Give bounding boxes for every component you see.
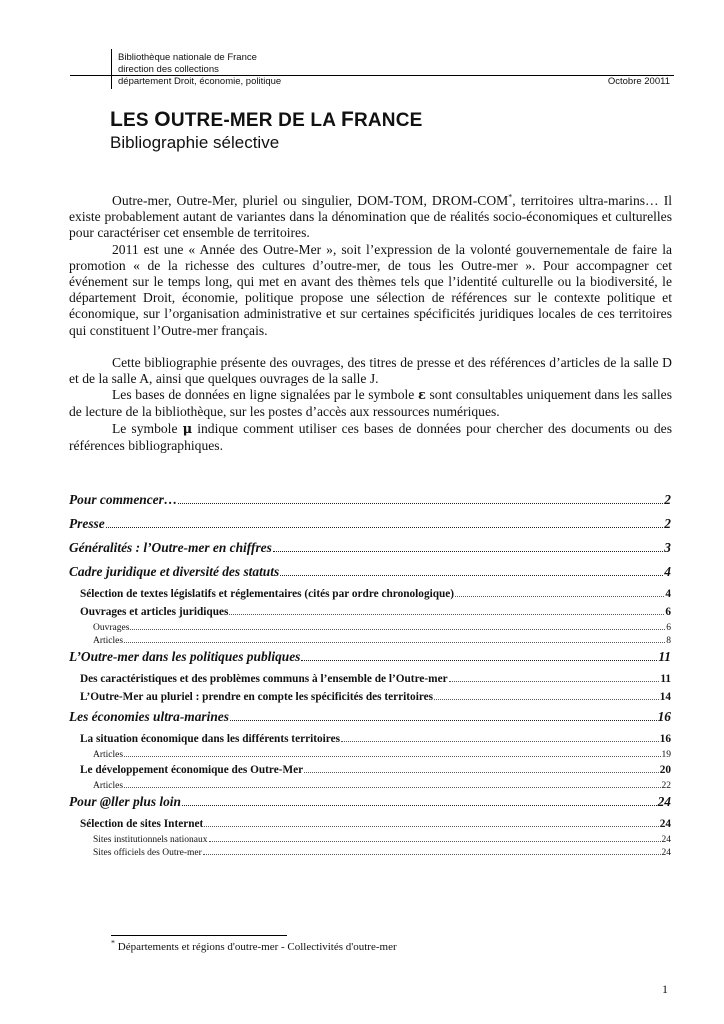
title-part-3-cap: F [340,108,354,131]
toc-entry-title: L’Outre-Mer au pluriel : prendre en compte les spécificités des territoires [80,691,434,703]
toc-entry[interactable] [69,707,671,731]
header-line-1: Bibliothèque nationale de France [118,52,257,63]
toc-entry-page: 6 [665,606,671,618]
toc-dot-leader [280,566,663,576]
toc-entry-page: 3 [664,540,671,555]
toc-entry-title: Des caractéristiques et des problèmes communs à l’ensemble de l’Outre-mer [80,673,448,685]
intro-p5-text-a: Le symbole [112,420,183,436]
toc-entry[interactable] [80,586,671,604]
epsilon-symbol: ε [417,388,426,404]
toc-entry-title: Le développement économique des Outre-Mer [80,763,304,776]
toc-entry-page: 20 [659,763,671,776]
toc-dot-leader [203,847,661,855]
toc-entry[interactable] [69,538,671,562]
toc-entry[interactable] [93,780,671,793]
toc-entry-page: 11 [658,649,671,664]
toc-entry-page: 8 [666,635,671,646]
toc-entry-title: Sites institutionnels nationaux [93,835,208,845]
toc-entry[interactable] [69,514,671,538]
toc-entry[interactable] [80,762,671,780]
toc-entry-title: Sélection de sites Internet [80,818,204,830]
toc-dot-leader [301,651,657,661]
toc-entry-title: Presse [69,516,105,531]
toc-dot-leader [230,711,657,721]
toc-entry-title: Généralités : l’Outre-mer en chiffres [69,540,272,555]
toc-dot-leader [304,764,659,773]
intro-paragraph-5 [69,421,672,454]
toc-entry-title: Pour @ller plus loin [69,794,181,809]
toc-dot-leader [273,542,663,552]
toc-entry[interactable] [69,792,671,816]
title-part-2: UTRE-MER DE LA [170,110,341,131]
toc-entry-page: 6 [666,623,671,633]
intro-p1-text-b: , territoires ultra-marins… Il existe probablement autant de variantes dans la dénomination que de réalités socio-économiques et culturelles pour caractériser cet ensemble de territoires. [69,193,672,241]
toc-entry[interactable] [80,671,671,689]
toc-entry-title: La situation économique dans les différents territoires [80,733,341,745]
intro-paragraph-2: 2011 est une « Année des Outre-Mer », soit l’expression de la volonté gouvernementale de faire la promotion « de la richesse des cultures d’outre-mer, de tous les Outre-mer ». Pour accompagner cet événement sur le temps long, qui met en avant des thèmes tels que l’identité culturelle ou la biodiversité, le département Droit, économie, politique propose une sélection de références sur le contexte politique et économique, sur l’organisation administrative et sur certaines spécificités juridiques locales de ces territoires qui constituent l’Outre-mer français. [69,241,672,338]
toc-entry-page: 4 [664,564,671,579]
footnote-rule [111,935,287,936]
title-part-1: ES [123,110,155,131]
toc-dot-leader [178,494,663,504]
toc-dot-leader [182,796,657,806]
toc-entry-page: 22 [661,780,671,791]
toc-dot-leader [124,635,665,643]
intro-paragraph-3: Cette bibliographie présente des ouvrages, des titres de presse et des références d’articles de la salle D et de la salle A, ainsi que quelques ouvrages de la salle J. [69,354,672,387]
document-subtitle: Bibliographie sélective [110,133,280,152]
toc-entry[interactable] [80,731,671,749]
toc-dot-leader [341,733,659,742]
header-line-2: direction des collections [118,64,219,75]
toc-entry-page: 24 [661,847,671,858]
toc-dot-leader [229,606,664,615]
toc-entry-title: L’Outre-mer dans les politiques publiques [69,649,301,664]
toc-dot-leader [204,818,658,827]
footnote-mark: * [111,938,115,948]
header-line-3: département Droit, économie, politique [118,76,282,87]
document-title [110,108,423,132]
title-part-1-cap: L [110,108,124,131]
toc-entry-title: Ouvrages [93,623,130,633]
toc-entry-page: 2 [664,516,671,531]
toc-entry-title: Articles [93,635,124,646]
table-of-contents [69,490,671,859]
intro-paragraph-4 [69,387,672,420]
toc-entry-page: 24 [657,794,671,809]
toc-entry[interactable] [93,622,671,635]
toc-entry-page: 16 [659,733,671,745]
toc-entry-page: 4 [665,588,671,600]
intro-paragraph-1 [69,193,672,242]
toc-dot-leader [209,834,661,842]
toc-entry-page: 24 [661,835,671,845]
toc-dot-leader [434,691,659,700]
toc-entry-title: Articles [93,750,124,760]
toc-entry[interactable] [69,647,671,671]
toc-entry[interactable] [69,562,671,586]
toc-entry-title: Cadre juridique et diversité des statuts [69,564,280,579]
intro-p5-text-b: indique comment utiliser ces bases de données pour chercher des documents ou des références bibliographiques. [69,420,673,453]
toc-entry-title: Sites officiels des Outre-mer [93,847,202,858]
toc-entry-title: Articles [93,780,124,791]
toc-entry[interactable] [80,604,671,622]
toc-entry[interactable] [93,635,671,648]
intro-p4-text-a: Les bases de données en ligne signalées par le symbole [112,387,418,403]
intro-text [69,193,672,454]
toc-entry[interactable] [93,847,671,860]
toc-entry-page: 14 [659,691,671,703]
toc-entry[interactable] [93,749,671,762]
toc-entry-page: 16 [657,709,671,724]
toc-entry[interactable] [93,834,671,847]
toc-dot-leader [449,673,660,682]
toc-dot-leader [106,518,664,528]
title-part-3: RANCE [353,110,423,131]
footnote [111,938,397,953]
toc-entry[interactable] [69,490,671,514]
toc-entry-page: 11 [660,673,671,685]
footnote-text: Départements et régions d'outre-mer - Collectivités d'outre-mer [115,941,397,953]
page-number: 1 [662,982,668,996]
toc-entry-page: 24 [659,818,671,830]
footnote-reference[interactable]: * [508,192,513,202]
toc-entry[interactable] [80,816,671,834]
toc-dot-leader [455,588,664,597]
toc-dot-leader [124,749,660,757]
toc-entry[interactable] [80,689,671,707]
header-vertical-rule [111,49,112,89]
toc-entry-title: Les économies ultra-marines [69,709,229,724]
toc-entry-title: Sélection de textes législatifs et réglementaires (cités par ordre chronologique) [80,588,455,600]
toc-entry-page: 2 [664,492,671,507]
toc-dot-leader [124,780,660,788]
header-date: Octobre 20011 [607,76,670,87]
toc-entry-page: 19 [661,750,671,760]
header-institution [118,52,281,88]
mu-symbol: μ [182,421,193,437]
toc-dot-leader [130,622,665,630]
intro-p1-text-a: Outre-mer, Outre-Mer, pluriel ou singulier, DOM-TOM, DROM-COM [112,193,509,208]
toc-entry-title: Pour commencer… [69,492,178,507]
intro-p4-text-b: sont consultables uniquement dans les salles de lecture de la bibliothèque, sur les postes d’accès aux ressources numériques. [69,387,672,420]
title-part-2-cap: O [154,108,171,131]
toc-entry-title: Ouvrages et articles juridiques [80,606,229,618]
